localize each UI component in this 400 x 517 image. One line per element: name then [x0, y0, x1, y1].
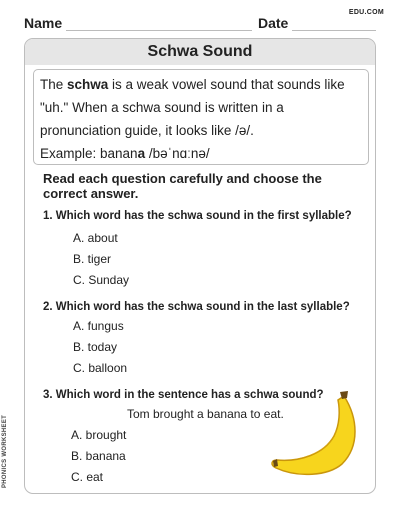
date-line [292, 30, 376, 31]
intro-text: is a weak vowel sound that sounds like [108, 77, 345, 92]
q3-option-a[interactable]: A. brought [71, 428, 127, 442]
intro-box [33, 69, 369, 165]
example-pronunciation: /bəˈnɑːnə/ [145, 146, 210, 161]
brand-logo: EDU.COM [348, 9, 384, 16]
q2-option-c[interactable]: C. balloon [73, 361, 128, 375]
example-bold-letter: a [137, 146, 146, 161]
intro-example [40, 142, 368, 165]
name-line [66, 30, 252, 31]
instruction-text: Read each question carefully and choose the correct answer. [43, 171, 322, 201]
intro-line-3: pronunciation guide, it looks like /ə/. [40, 123, 254, 138]
banana-icon [268, 388, 364, 480]
q1-option-c[interactable]: C. Sunday [73, 273, 130, 287]
worksheet-title: Schwa Sound [25, 39, 375, 65]
q3-sentence: Tom brought a banana to eat. [127, 407, 284, 421]
question-3: 3. Which word in the sentence has a schwa sound? [43, 389, 324, 401]
question-2: 2. Which word has the schwa sound in the last syllable? [43, 301, 350, 313]
intro-line-2: "uh." When a schwa sound is written in a [40, 100, 284, 115]
q3-option-b[interactable]: B. banana [71, 449, 126, 463]
side-label: PHONICS WORKSHEET [2, 414, 8, 488]
schwa-term: schwa [67, 77, 109, 92]
q3-option-c[interactable]: C. eat [71, 470, 104, 484]
q2-option-b[interactable]: B. today [73, 340, 118, 354]
q2-option-a[interactable]: A. fungus [73, 319, 124, 333]
intro-text: The [40, 77, 68, 92]
name-date-row [24, 15, 376, 35]
name-label: Name [24, 15, 63, 31]
intro-line-1 [40, 73, 368, 96]
date-label: Date [258, 15, 289, 31]
q1-option-b[interactable]: B. tiger [73, 252, 112, 266]
question-1: 1. Which word has the schwa sound in the first syllable? [43, 210, 352, 222]
example-text: Example: banan [40, 146, 138, 161]
q1-option-a[interactable]: A. about [73, 231, 118, 245]
